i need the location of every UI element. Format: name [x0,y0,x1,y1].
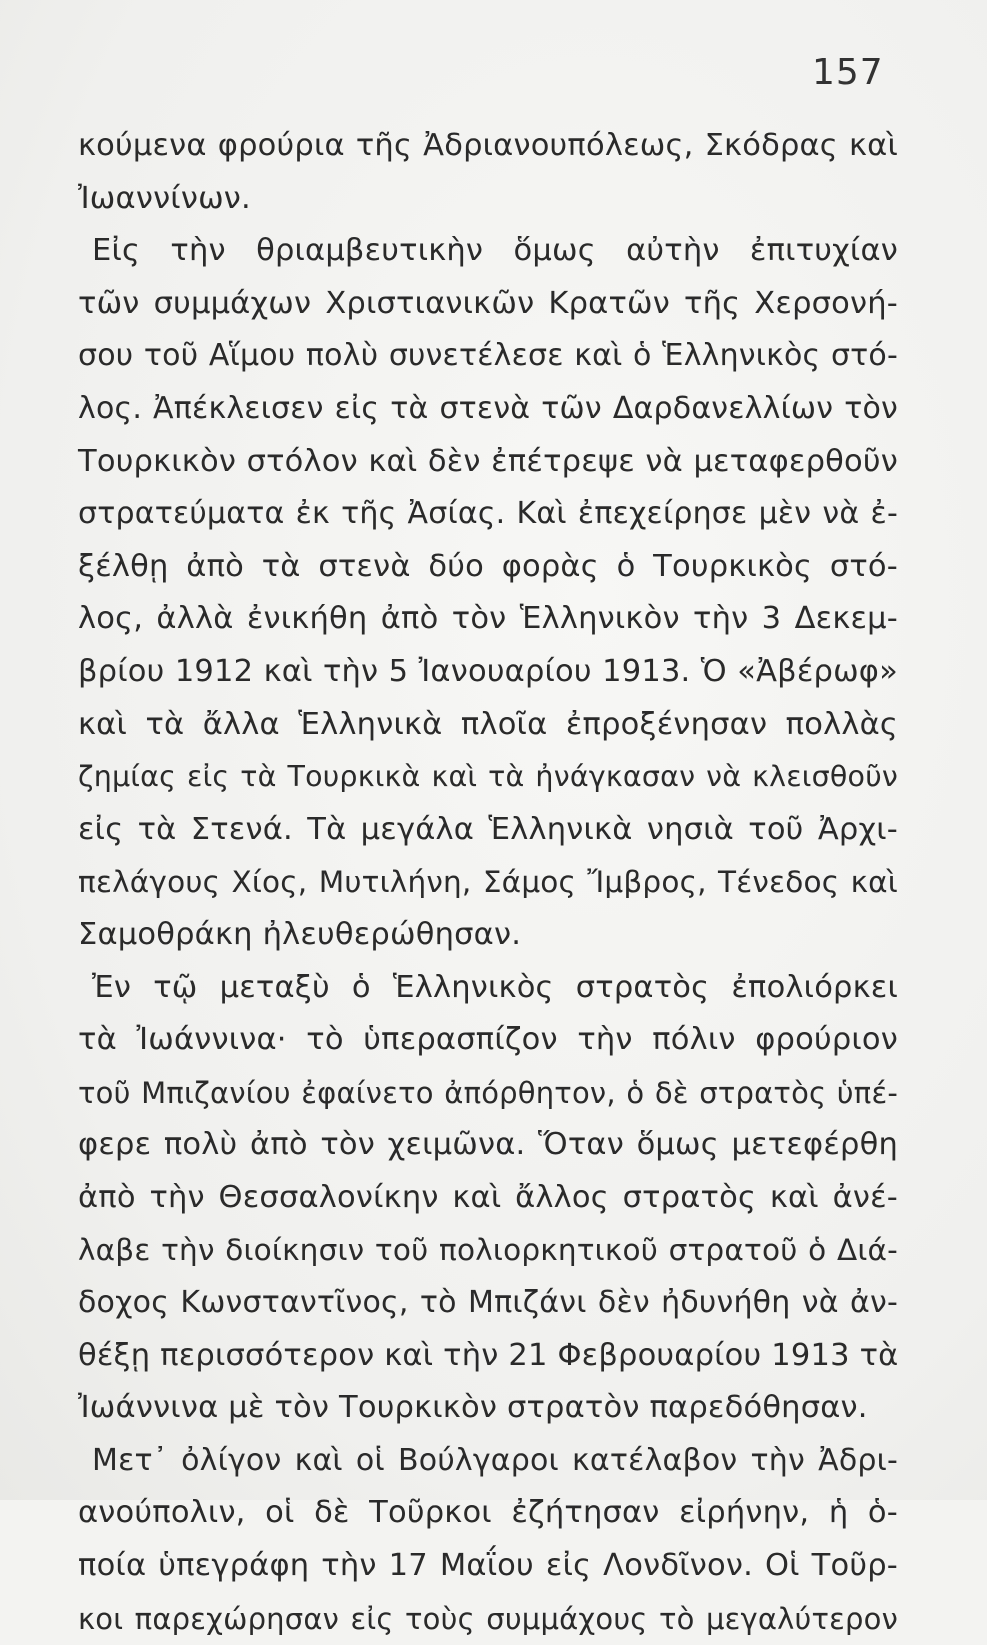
text-line: λαβε τὴν διοίκησιν τοῦ πολιορκητικοῦ στρατοῦ ὁ Διά- [78,1233,898,1268]
text-line: δοχος Κωνσταντῖνος, τὸ Μπιζάνι δὲν ἠδυνήθη νὰ ἀν- [78,1285,898,1321]
text-line: ἀπὸ τὴν Θεσσαλονίκην καὶ ἄλλος στρατὸς καὶ ἀνέ- [78,1179,898,1215]
text-line: σου τοῦ Αἵμου πολὺ συνετέλεσε καὶ ὁ Ἑλληνικὸς στό- [78,338,898,374]
text-line: τῶν συμμάχων Χριστιανικῶν Κρατῶν τῆς Χερσονή- [78,285,898,321]
text-line: λος. Ἀπέκλεισεν εἰς τὰ στενὰ τῶν Δαρδανελλίων τὸν [78,390,898,426]
text-line: κούμενα φρούρια τῆς Ἀδριανουπόλεως, Σκόδρας καὶ [78,128,898,163]
text-line: θέξῃ περισσότερον καὶ τὴν 21 Φεβρουαρίου 1913 τὰ [78,1337,899,1373]
body-text [78,120,898,1645]
text-line: βρίου 1912 καὶ τὴν 5 Ἰανουαρίου 1913. Ὁ «Ἀβέρωφ» [78,653,898,689]
text-line: ξέλθῃ ἀπὸ τὰ στενὰ δύο φορὰς ὁ Τουρκικὸς στό- [78,548,898,584]
text-line: λος, ἀλλὰ ἐνικήθη ἀπὸ τὸν Ἑλληνικὸν τὴν 3 Δεκεμ- [78,601,898,637]
text-line: φερε πολὺ ἀπὸ τὸν χειμῶνα. Ὅταν ὅμως μετεφέρθη [78,1127,898,1163]
text-line: Σαμοθράκη ἠλευθερώθησαν. [78,916,522,952]
page-number: 157 [812,52,884,93]
text-line: πελάγους Χίος, Μυτιλήνη, Σάμος Ἴμβρος, Τένεδος καὶ [78,865,898,900]
text-line: Τουρκικὸν στόλον καὶ δὲν ἐπέτρεψε νὰ μεταφερθοῦν [78,443,898,479]
text-line: Ἐν τῷ μεταξὺ ὁ Ἑλληνικὸς στρατὸς ἐπολιόρκει [92,969,898,1005]
text-line: κοι παρεχώρησαν εἰς τοὺς συμμάχους τὸ μεγαλύτερον [78,1601,898,1636]
text-line: εἰς τὰ Στενά. Τὰ μεγάλα Ἑλληνικὰ νησιὰ τοῦ Ἀρχι- [78,811,898,847]
text-line: Εἰς τὴν θριαμβευτικὴν ὅμως αὐτὴν ἐπιτυχίαν [92,233,898,269]
text-line: ανούπολιν, οἱ δὲ Τοῦρκοι ἐζήτησαν εἰρήνην, ἡ ὁ- [78,1495,898,1531]
text-line: Ἰωάννινα μὲ τὸν Τουρκικὸν στρατὸν παρεδόθησαν. [78,1390,868,1426]
text-line: ζημίας εἰς τὰ Τουρκικὰ καὶ τὰ ἠνάγκασαν νὰ κλεισθοῦν [78,760,898,794]
text-line: Ἰωαννίνων. [78,180,251,216]
text-line: Μετ᾽ ὀλίγον καὶ οἱ Βούλγαροι κατέλαβον τὴν Ἀδρι- [92,1442,898,1478]
text-line: ποία ὑπεγράφη τὴν 17 Μαΐου εἰς Λονδῖνον. Οἱ Τοῦρ- [78,1548,898,1584]
text-line: καὶ τὰ ἄλλα Ἑλληνικὰ πλοῖα ἐπροξένησαν πολλὰς [78,706,898,742]
text-line: τὰ Ἰωάννινα· τὸ ὑπερασπίζον τὴν πόλιν φρούριον [78,1022,898,1058]
text-line: στρατεύματα ἐκ τῆς Ἀσίας. Καὶ ἐπεχείρησε μὲν νὰ ἐ- [78,496,898,532]
text-line: τοῦ Μπιζανίου ἐφαίνετο ἀπόρθητον, ὁ δὲ στρατὸς ὑπέ- [78,1075,898,1110]
